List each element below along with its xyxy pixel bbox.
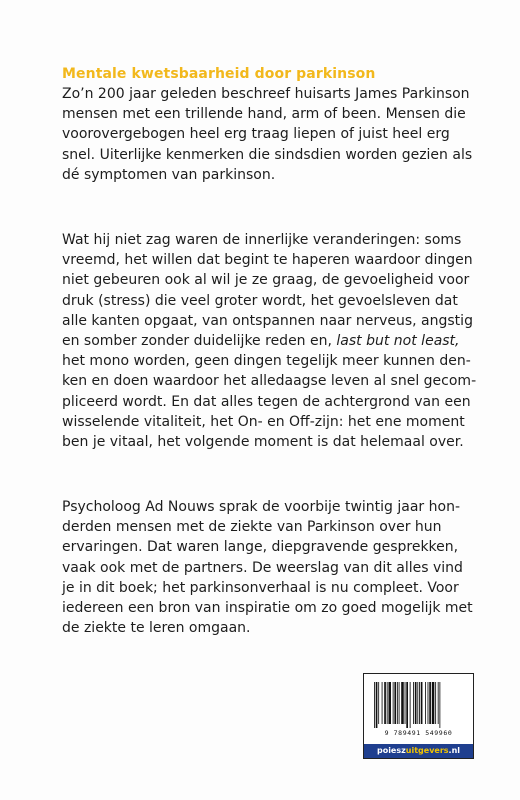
paragraph-2 (62, 230, 477, 452)
text-line: Zo’n 200 jaar geleden beschreef huisarts James Parkinson (62, 86, 470, 102)
publisher-name-part: poiesz (376, 746, 406, 755)
barcode-bar (382, 682, 383, 724)
text-line: alle kanten opgaat, van ontspannen naar nerveus, angstig (62, 312, 473, 329)
text-line (62, 331, 472, 351)
barcode-bar (388, 682, 391, 724)
section-heading: Mentale kwetsbaarheid door parkinson (62, 66, 376, 82)
barcode-bar (406, 682, 408, 728)
barcode-bar (413, 682, 414, 724)
text-line: wisselende vitaliteit, het On- en Off-zijn: het ene moment (62, 413, 465, 430)
publisher-name-accent: uitgevers (405, 746, 449, 755)
barcode-bar (429, 682, 431, 724)
barcode-bar (425, 682, 426, 724)
barcode-bar (435, 682, 436, 724)
barcode-bar (394, 682, 396, 724)
barcode-bar (376, 682, 378, 728)
text-line: derden mensen met de ziekte van Parkinson over hun (62, 519, 442, 536)
text-line: Psycholoog Ad Nouws sprak de voorbije twintig jaar hon- (62, 499, 461, 515)
paragraph-3 (62, 497, 472, 638)
barcode-bar (410, 682, 411, 728)
isbn-barcode-box (363, 673, 474, 759)
barcode-bar (428, 682, 429, 724)
text-line: het mono worden, geen dingen tegelijk meer kunnen den- (62, 353, 471, 370)
text-line: niet gebeuren ook al wil je ze graag, de gevoeligheid voor (62, 272, 470, 289)
text-segment: en somber zonder duidelijke reden en, (62, 333, 337, 350)
barcode-bar (384, 682, 386, 724)
barcode-bar (387, 682, 388, 724)
paragraph-1 (62, 84, 472, 185)
text-line: je in dit boek; het parkinsonverhaal is nu compleet. Voor (62, 579, 459, 596)
barcode-bar (415, 682, 417, 724)
barcode-bar (401, 682, 404, 724)
italic-phrase: last but not least, (336, 333, 460, 350)
text-line: voorovergebogen heel erg traag liepen of juist heel erg (62, 126, 450, 143)
text-line: Wat hij niet zag waren de innerlijke veranderingen: soms (62, 232, 462, 248)
barcode-icon (372, 682, 465, 728)
barcode-bar (417, 682, 418, 724)
text-line: pliceerd wordt. En dat alles tegen de achtergrond van een (62, 393, 471, 410)
publisher-logo (364, 744, 473, 758)
barcode-bar (432, 682, 435, 724)
text-line: snel. Uiterlijke kenmerken die sindsdien worden gezien als (62, 146, 473, 163)
barcode-digits: 9 789491 549960 (384, 729, 453, 737)
text-line: ken en doen waardoor het alledaagse leven al snel gecom- (62, 373, 477, 390)
barcode-bar (405, 682, 406, 724)
text-line: iedereen een bron van inspiratie om zo goed mogelijk met (62, 600, 473, 617)
text-line: ben je vitaal, het volgende moment is dat helemaal over. (62, 434, 464, 451)
barcode-bar (439, 682, 440, 728)
barcode-bar (421, 682, 423, 724)
text-line: druk (stress) die veel groter wordt, het gevoelsleven dat (62, 292, 458, 309)
publisher-domain: .nl (448, 746, 461, 755)
barcode-bar (419, 682, 420, 724)
text-line: ervaringen. Dat waren lange, diepgravende gesprekken, (62, 539, 459, 556)
barcode-bar (438, 682, 439, 724)
barcode-bar (393, 682, 394, 724)
barcode-bar (399, 682, 400, 724)
barcode-bar (378, 682, 379, 724)
text-line: mensen met een trillende hand, arm of been. Mensen die (62, 106, 466, 123)
barcode-bar (397, 682, 398, 724)
text-line: vreemd, het willen dat begint te haperen waardoor dingen (62, 252, 473, 269)
barcode-bar (374, 682, 375, 728)
text-line: dé symptomen van parkinson. (62, 166, 276, 183)
text-line: vaak ook met de partners. De weerslag van dit alles vind (62, 559, 463, 576)
text-line: de ziekte te leren omgaan. (62, 620, 251, 637)
